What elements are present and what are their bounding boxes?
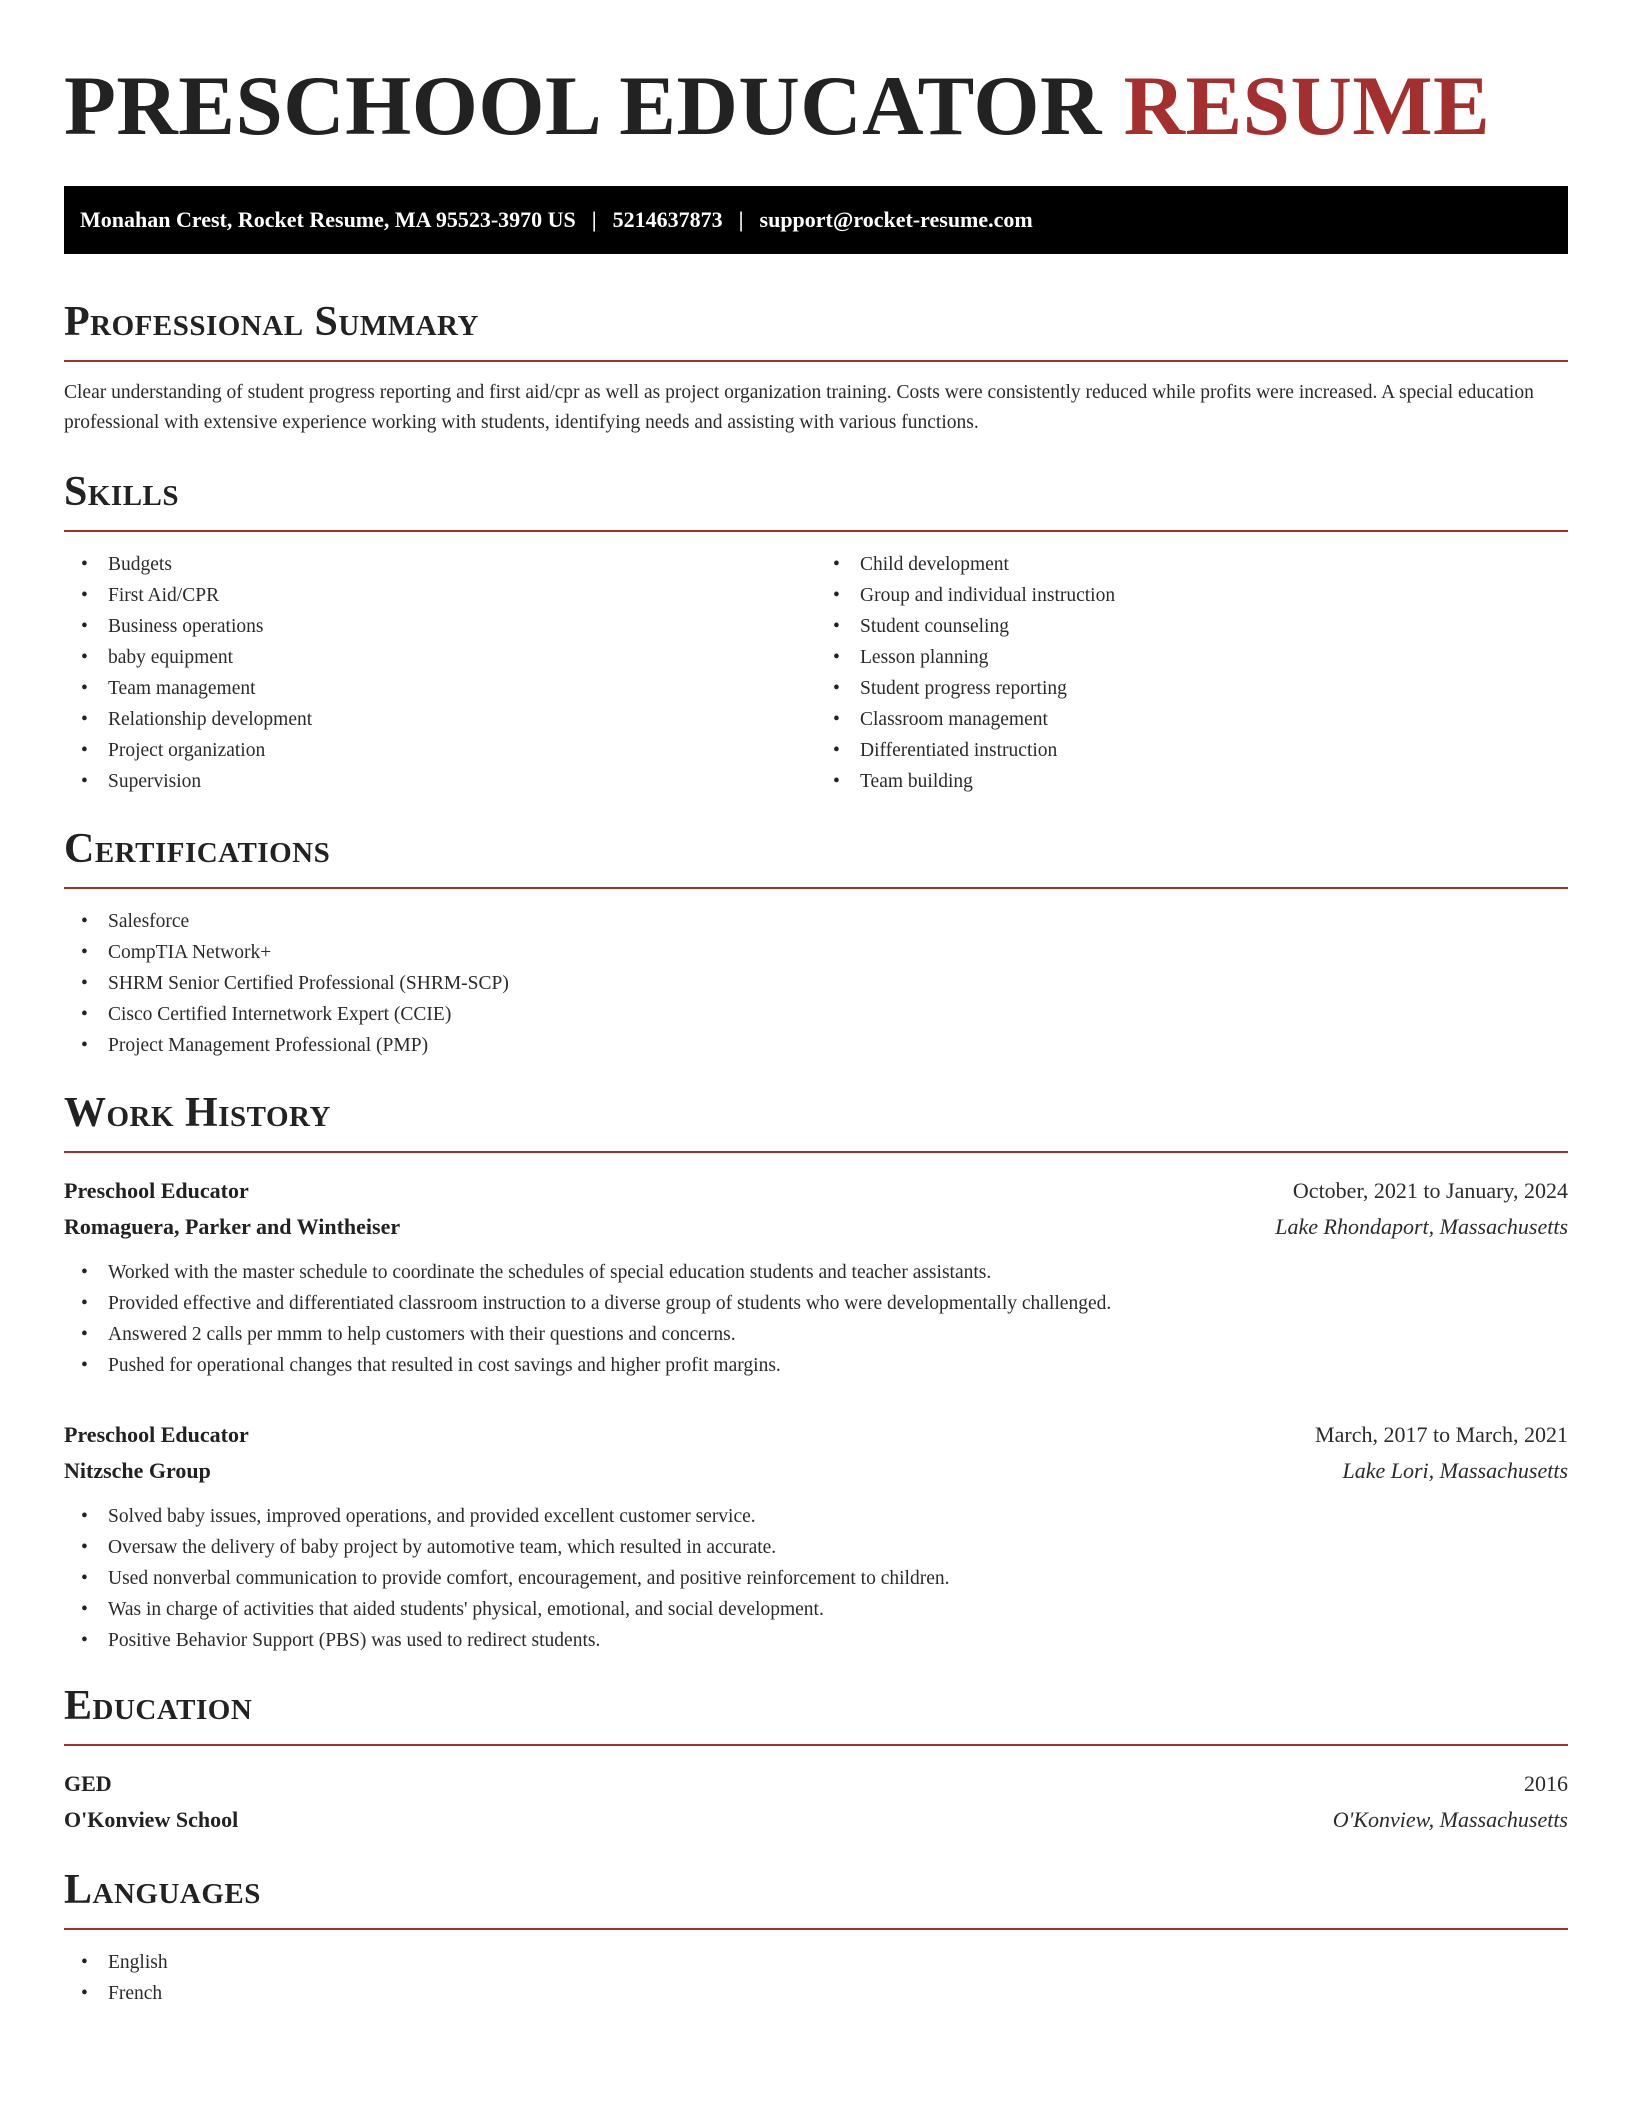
certification-item: • Salesforce: [64, 906, 1568, 937]
education-entry: [64, 1766, 1568, 1838]
job-entry: [64, 1173, 1568, 1381]
skill-item: • Relationship development: [64, 704, 816, 735]
job-company: Nitzsche Group: [64, 1458, 211, 1483]
languages-list: [64, 1947, 1568, 2009]
skill-item: • Team building: [816, 766, 1568, 797]
certification-item: • CompTIA Network+: [64, 937, 1568, 968]
job-title: Preschool Educator: [64, 1178, 249, 1203]
skill-item: • Child development: [816, 549, 1568, 580]
language-item: • English: [64, 1947, 1568, 1978]
languages-heading: Languages: [64, 1866, 1568, 1930]
education-degree-row: [64, 1766, 1568, 1802]
skill-item: • First Aid/CPR: [64, 580, 816, 611]
languages-section: [64, 1866, 1568, 2009]
job-location: Lake Lori, Massachusetts: [1342, 1458, 1568, 1483]
skill-item: • baby equipment: [64, 642, 816, 673]
job-bullet: • Provided effective and differentiated classroom instruction to a diverse group of students who were developmentally challenged.: [64, 1288, 1568, 1319]
job-bullet: • Positive Behavior Support (PBS) was used to redirect students.: [64, 1625, 1568, 1656]
job-company-row: [64, 1209, 1568, 1245]
education-location: O'Konview, Massachusetts: [1332, 1807, 1568, 1832]
certifications-list: [64, 906, 1568, 1061]
skills-heading: Skills: [64, 468, 1568, 532]
job-bullet: • Answered 2 calls per mmm to help customers with their questions and concerns.: [64, 1319, 1568, 1350]
work-history-heading: Work History: [64, 1089, 1568, 1153]
job-dates: October, 2021 to January, 2024: [1292, 1178, 1568, 1203]
skill-item: • Student progress reporting: [816, 673, 1568, 704]
education-heading: Education: [64, 1682, 1568, 1746]
contact-address: Monahan Crest, Rocket Resume, MA 95523-3970 US: [80, 207, 576, 232]
job-bullet-list: [64, 1257, 1568, 1381]
skills-section: [64, 468, 1568, 797]
job-bullet: • Solved baby issues, improved operations, and provided excellent customer service.: [64, 1501, 1568, 1532]
certifications-heading: Certifications: [64, 825, 1568, 889]
education-school-row: [64, 1802, 1568, 1838]
skill-item: • Project organization: [64, 735, 816, 766]
contact-separator: |: [591, 207, 597, 232]
job-dates: March, 2017 to March, 2021: [1315, 1422, 1568, 1447]
summary-heading: Professional Summary: [64, 298, 1568, 362]
skill-item: • Differentiated instruction: [816, 735, 1568, 766]
education-school: O'Konview School: [64, 1807, 239, 1832]
language-item: • French: [64, 1978, 1568, 2009]
certifications-section: [64, 825, 1568, 1061]
job-bullet: • Worked with the master schedule to coordinate the schedules of special education students and teacher assistants.: [64, 1257, 1568, 1288]
contact-bar: [64, 186, 1568, 254]
job-bullet: • Pushed for operational changes that resulted in cost savings and higher profit margins.: [64, 1350, 1568, 1381]
summary-section: [64, 298, 1568, 438]
summary-text: Clear understanding of student progress reporting and first aid/cpr as well as project organization training. Costs were consistently reduced while profits were increased. A special education professional with extensive experience working with students, identifying needs and assisting with various functions.: [64, 382, 1534, 433]
job-bullet: • Oversaw the delivery of baby project by automotive team, which resulted in accurate.: [64, 1532, 1568, 1563]
work-history-section: [64, 1089, 1568, 1656]
resume-title: [64, 58, 1568, 154]
skills-right-list: [816, 549, 1568, 797]
skills-grid: [64, 549, 1568, 797]
education-section: [64, 1682, 1568, 1838]
job-company: Romaguera, Parker and Wintheiser: [64, 1214, 401, 1239]
skill-item: • Team management: [64, 673, 816, 704]
job-location: Lake Rhondaport, Massachusetts: [1275, 1214, 1568, 1239]
skill-item: • Student counseling: [816, 611, 1568, 642]
skill-item: • Classroom management: [816, 704, 1568, 735]
skill-item: • Group and individual instruction: [816, 580, 1568, 611]
job-entry: [64, 1417, 1568, 1656]
certification-item: • Project Management Professional (PMP): [64, 1030, 1568, 1061]
contact-email[interactable]: support@rocket-resume.com: [759, 207, 1033, 232]
education-degree: GED: [64, 1771, 112, 1796]
job-bullet-list: [64, 1501, 1568, 1656]
certification-item: • SHRM Senior Certified Professional (SHRM-SCP): [64, 968, 1568, 999]
job-title-row: [64, 1417, 1568, 1453]
skill-item: • Business operations: [64, 611, 816, 642]
job-title-row: [64, 1173, 1568, 1209]
job-title: Preschool Educator: [64, 1422, 249, 1447]
skill-item: • Budgets: [64, 549, 816, 580]
contact-separator: |: [738, 207, 744, 232]
skill-item: • Supervision: [64, 766, 816, 797]
job-bullet: • Was in charge of activities that aided students' physical, emotional, and social development.: [64, 1594, 1568, 1625]
skill-item: • Lesson planning: [816, 642, 1568, 673]
title-accent: RESUME: [1123, 59, 1491, 153]
job-company-row: [64, 1453, 1568, 1489]
certification-item: • Cisco Certified Internetwork Expert (CCIE): [64, 999, 1568, 1030]
contact-phone[interactable]: 5214637873: [612, 207, 723, 232]
education-year: 2016: [1524, 1771, 1568, 1796]
title-main: PRESCHOOL EDUCATOR: [64, 59, 1102, 153]
job-bullet: • Used nonverbal communication to provide comfort, encouragement, and positive reinforcement to children.: [64, 1563, 1568, 1594]
skills-left-list: [64, 549, 816, 797]
